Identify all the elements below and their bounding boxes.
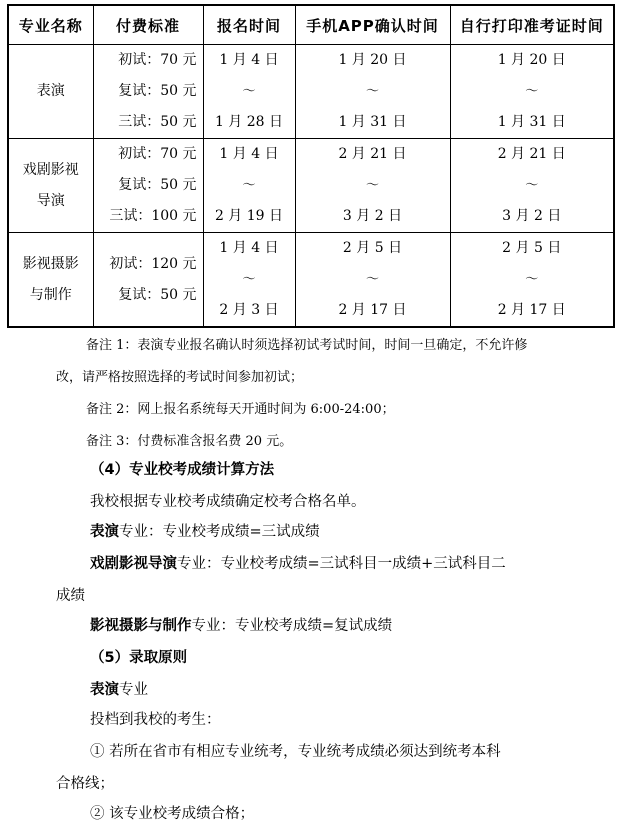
major-name-bold: 表演 <box>90 682 119 698</box>
date-end: 1 月 31 日 <box>338 114 407 130</box>
date-start: 1 月 20 日 <box>497 52 566 68</box>
date-end: 3 月 2 日 <box>502 208 562 224</box>
date-end: 2 月 3 日 <box>219 302 279 318</box>
registration-time-cell <box>203 45 295 139</box>
fee-line: 初试：120 元 <box>109 255 197 272</box>
date-range-separator: ～ <box>365 84 379 99</box>
subheading-suffix: 专业 <box>119 682 148 698</box>
major-name-bold: 表演 <box>90 524 119 540</box>
date-range-separator: ～ <box>525 272 539 287</box>
header-app-confirm-time: 手机APP确认时间 <box>295 5 450 45</box>
section-4-intro: 我校根据专业校考成绩确定校考合格名单。 <box>90 494 366 510</box>
formula-text: 专业：专业校考成绩=复试成绩 <box>191 618 393 634</box>
table-row <box>8 139 614 233</box>
fee-line: 初试：70 元 <box>118 146 197 162</box>
app-confirm-time-cell <box>295 139 450 233</box>
major-cell <box>8 233 93 328</box>
header-major: 专业名称 <box>8 5 93 45</box>
fee-line: 复试：50 元 <box>118 286 197 303</box>
note-2: 备注 2：网上报名系统每天开通时间为 6:00-24:00； <box>86 402 395 417</box>
fee-line: 复试：50 元 <box>118 177 197 193</box>
date-start: 1 月 4 日 <box>219 52 279 68</box>
formula-cinematography <box>90 614 392 635</box>
date-end: 1 月 31 日 <box>497 114 566 130</box>
major-name-bold: 戏剧影视导演 <box>90 556 177 572</box>
date-range-separator: ～ <box>242 84 256 99</box>
formula-text: 专业：专业校考成绩=三试成绩 <box>119 524 320 540</box>
date-start: 1 月 4 日 <box>219 240 279 256</box>
fee-line: 初试：70 元 <box>118 52 197 68</box>
date-start: 2 月 5 日 <box>502 240 562 256</box>
section-5-subheading <box>90 678 148 699</box>
date-end: 3 月 2 日 <box>342 208 403 224</box>
formula-directing-continued: 成绩 <box>56 588 85 604</box>
date-end: 1 月 28 日 <box>214 114 284 130</box>
registration-time-cell <box>203 233 295 328</box>
header-registration-time: 报名时间 <box>203 5 295 45</box>
fee-line: 三试：50 元 <box>118 114 197 130</box>
print-admission-time-cell <box>450 139 614 233</box>
print-admission-time-cell <box>450 45 614 139</box>
admission-intro: 投档到我校的考生： <box>90 712 221 728</box>
date-range-separator: ～ <box>525 178 539 193</box>
date-range-separator: ～ <box>365 272 379 287</box>
date-end: 2 月 17 日 <box>497 302 566 318</box>
fee-cell <box>93 45 203 139</box>
admission-rule-2: ② 该专业校考成绩合格； <box>90 806 255 822</box>
print-admission-time-cell <box>450 233 614 328</box>
app-confirm-time-cell <box>295 45 450 139</box>
major-name-line: 表演 <box>36 83 65 99</box>
table-header-row <box>8 5 614 45</box>
date-start: 1 月 4 日 <box>219 146 279 162</box>
fee-line: 三试：100 元 <box>109 208 197 224</box>
major-cell <box>8 139 93 233</box>
date-range-separator: ～ <box>365 178 379 193</box>
major-name-line: 与制作 <box>29 286 72 303</box>
major-name-line: 影视摄影 <box>22 255 79 272</box>
note-3: 备注 3：付费标准含报名费 20 元。 <box>86 434 293 449</box>
date-start: 2 月 21 日 <box>497 146 566 162</box>
section-4-heading: （4）专业校考成绩计算方法 <box>90 462 275 478</box>
note-1: 备注 1：表演专业报名确认时须选择初试考试时间，时间一旦确定，不允许修 <box>86 338 528 353</box>
header-print-admission-time: 自行打印准考证时间 <box>450 5 614 45</box>
formula-directing <box>90 552 506 573</box>
major-cell <box>8 45 93 139</box>
section-5-heading: （5）录取原则 <box>90 650 188 666</box>
major-name-bold: 影视摄影与制作 <box>90 618 192 634</box>
date-start: 1 月 20 日 <box>338 52 407 68</box>
admission-rule-1-continued: 合格线； <box>56 776 114 792</box>
major-name-line: 戏剧影视 <box>22 161 79 178</box>
formula-text: 专业：专业校考成绩=三试科目一成绩+三试科目二 <box>177 556 506 572</box>
note-1-continued: 改，请严格按照选择的考试时间参加初试； <box>56 370 304 385</box>
admission-rule-1: ① 若所在省市有相应专业统考，专业统考成绩必须达到统考本科 <box>90 744 501 760</box>
date-start: 2 月 21 日 <box>338 146 407 162</box>
fee-schedule-table <box>7 4 615 328</box>
app-confirm-time-cell <box>295 233 450 328</box>
table-row <box>8 45 614 139</box>
date-range-separator: ～ <box>242 178 256 193</box>
header-fee: 付费标准 <box>93 5 203 45</box>
registration-time-cell <box>203 139 295 233</box>
date-range-separator: ～ <box>525 84 539 99</box>
fee-cell <box>93 139 203 233</box>
fee-line: 复试：50 元 <box>118 83 197 99</box>
formula-performance <box>90 520 320 541</box>
major-name-line: 导演 <box>36 192 65 209</box>
fee-cell <box>93 233 203 328</box>
date-range-separator: ～ <box>242 272 256 287</box>
date-start: 2 月 5 日 <box>342 240 403 256</box>
date-end: 2 月 19 日 <box>214 208 284 224</box>
table-row <box>8 233 614 328</box>
date-end: 2 月 17 日 <box>338 302 407 318</box>
